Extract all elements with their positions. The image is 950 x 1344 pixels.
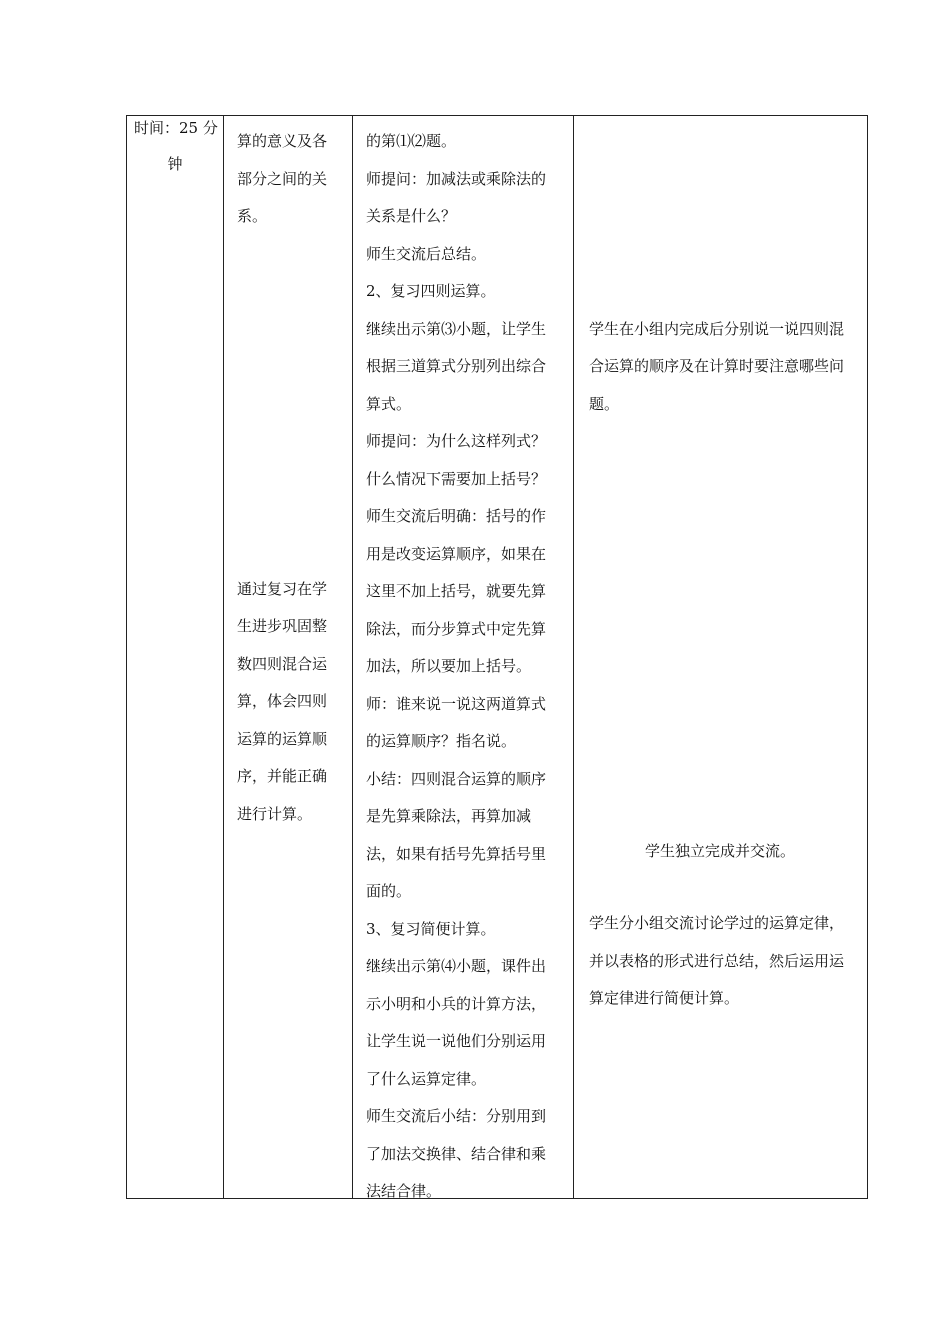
student-activity-line: 学生独立完成并交流。 bbox=[644, 842, 795, 860]
activity-line: 师提问：加减法或乘除法的 bbox=[366, 170, 547, 188]
activity-line: 法结合律。 bbox=[366, 1182, 442, 1200]
student-activity-line: 学生分小组交流讨论学过的运算定律， bbox=[589, 914, 845, 932]
activity-line: 关系是什么？ bbox=[366, 207, 457, 225]
activity-line: 除法，而分步算式中定先算 bbox=[366, 620, 547, 638]
teacher-activity-column bbox=[352, 116, 573, 1198]
activity-line: 根据三道算式分别列出综合 bbox=[366, 357, 547, 375]
intent-text: 算的意义及各 bbox=[237, 132, 328, 150]
student-activity-column bbox=[573, 116, 867, 1198]
time-column bbox=[127, 116, 223, 1198]
lesson-plan-table bbox=[126, 115, 868, 1199]
activity-line: 法，如果有括号先算括号里 bbox=[366, 845, 547, 863]
activity-line: 师提问：为什么这样列式？ bbox=[366, 432, 547, 450]
intent-text: 系。 bbox=[237, 207, 268, 225]
activity-line: 面的。 bbox=[366, 882, 412, 900]
activity-line: 师生交流后总结。 bbox=[366, 245, 487, 263]
intent-text: 数四则混合运 bbox=[237, 655, 328, 673]
activity-line: 师生交流后明确：括号的作 bbox=[366, 507, 547, 525]
student-activity-line: 合运算的顺序及在计算时要注意哪些问 bbox=[589, 357, 845, 375]
intent-text: 部分之间的关 bbox=[237, 170, 328, 188]
activity-line: 的运算顺序？指名说。 bbox=[366, 732, 517, 750]
activity-line: 了加法交换律、结合律和乘 bbox=[366, 1145, 547, 1163]
intent-text: 算，体会四则 bbox=[237, 692, 328, 710]
activity-line: 算式。 bbox=[366, 395, 412, 413]
intent-text: 进行计算。 bbox=[237, 805, 313, 823]
activity-line: 加法，所以要加上括号。 bbox=[366, 657, 532, 675]
activity-line: 示小明和小兵的计算方法， bbox=[366, 995, 547, 1013]
student-activity-line: 并以表格的形式进行总结，然后运用运 bbox=[589, 952, 845, 970]
activity-line: 3、复习简便计算。 bbox=[366, 920, 496, 938]
intent-text: 序，并能正确 bbox=[237, 767, 328, 785]
activity-line: 用是改变运算顺序，如果在 bbox=[366, 545, 547, 563]
student-activity-line: 算定律进行简便计算。 bbox=[589, 989, 740, 1007]
activity-line: 什么情况下需要加上括号？ bbox=[366, 470, 547, 488]
activity-line: 2、复习四则运算。 bbox=[366, 282, 496, 300]
activity-line: 的第⑴⑵题。 bbox=[366, 132, 457, 150]
activity-line: 了什么运算定律。 bbox=[366, 1070, 487, 1088]
intent-text: 运算的运算顺 bbox=[237, 730, 328, 748]
time-label-line-2: 钟 bbox=[167, 155, 183, 173]
student-activity-line: 题。 bbox=[589, 395, 620, 413]
activity-line: 这里不加上括号，就要先算 bbox=[366, 582, 547, 600]
intent-column bbox=[223, 116, 352, 1198]
intent-text: 生进步巩固整 bbox=[237, 617, 328, 635]
activity-line: 师：谁来说一说这两道算式 bbox=[366, 695, 547, 713]
activity-line: 是先算乘除法，再算加减 bbox=[366, 807, 532, 825]
activity-line: 继续出示第⑷小题，课件出 bbox=[366, 957, 547, 975]
activity-line: 继续出示第⑶小题，让学生 bbox=[366, 320, 547, 338]
student-activity-line: 学生在小组内完成后分别说一说四则混 bbox=[589, 320, 845, 338]
time-label-line-1: 时间：25 分 bbox=[134, 119, 218, 137]
activity-line: 小结：四则混合运算的顺序 bbox=[366, 770, 547, 788]
activity-line: 让学生说一说他们分别运用 bbox=[366, 1032, 547, 1050]
intent-text: 通过复习在学 bbox=[237, 580, 328, 598]
activity-line: 师生交流后小结：分别用到 bbox=[366, 1107, 547, 1125]
